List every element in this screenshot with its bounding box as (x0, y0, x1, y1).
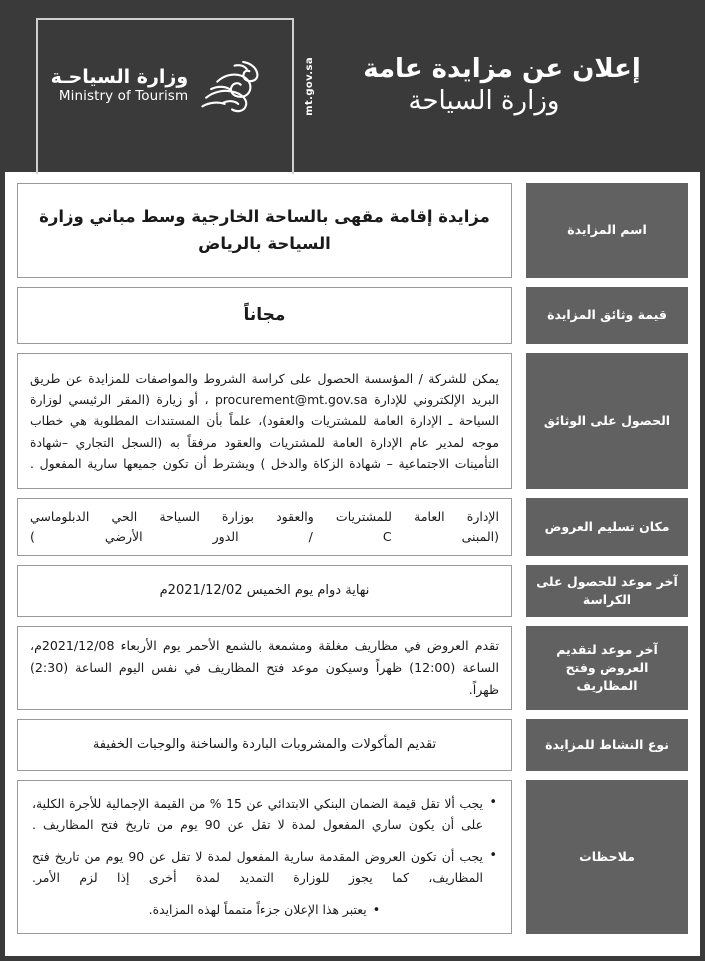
documents-price-text: مجاناً (243, 304, 286, 325)
table-row (17, 353, 688, 489)
table-row (17, 183, 688, 278)
notes-list (32, 793, 497, 922)
announcement-title-line1: إعلان عن مزايدة عامة (363, 53, 641, 84)
ministry-logo-text (51, 68, 189, 103)
row-label-delivery-place: مكان تسليم العروض (526, 498, 688, 556)
table-row (17, 565, 688, 617)
table-row (17, 287, 688, 344)
delivery-place-text (30, 507, 499, 547)
page-header (5, 0, 700, 172)
announcement-title-line2: وزارة السياحة (408, 86, 560, 117)
activity-type-text: تقديم المأكولات والمشروبات الباردة والساخنة والوجبات الخفيفة (92, 736, 437, 752)
auction-name-text: مزايدة إقامة مقهى بالساحة الخارجية وسط مباني وزارة السياحة بالرياض (39, 207, 490, 253)
table-row (17, 626, 688, 710)
ministry-name-english: Ministry of Tourism (58, 88, 189, 105)
row-value-notes (17, 780, 512, 933)
list-item: • يجب ألا تقل قيمة الضمان البنكي الابتدائي عن 15 % من القيمة الإجمالية للأجرة الكلية، على أن يكون ساري المفعول لمدة لا تقل عن 90 يوم من تاريخ فتح المظاريف . (32, 793, 497, 835)
row-value-auction-name (17, 183, 512, 278)
website-url-text: mt.gov.sa (303, 56, 315, 116)
row-label-auction-name: اسم المزايدة (526, 183, 688, 278)
table-row (17, 498, 688, 556)
tender-details-table (5, 172, 700, 944)
row-value-obtaining-documents (17, 353, 512, 489)
row-value-documents-price (17, 287, 512, 344)
row-label-notes: ملاحظات (526, 780, 688, 933)
row-value-activity-type (17, 719, 512, 771)
ministry-logo-frame (0, 0, 294, 172)
header-title-block (342, 53, 662, 119)
ministry-name-arabic: وزارة السياحـة (50, 66, 189, 89)
row-label-booklet-deadline: آخر موعد للحصول على الكراسة (526, 565, 688, 617)
table-row (17, 719, 688, 771)
row-value-booklet-deadline (17, 565, 512, 617)
obtaining-documents-text: يمكن للشركة / المؤسسة الحصول على كراسة الشروط والمواصفات للمزايدة عن طريق البريد الإلكتروني للإدارة procurement@mt.gov.sa ، أو زيارة (المقر الرئيسي لوزارة السياحة ـ الإدارة العامة للمشتريات والعقود)، علماً بأن المستندات المطلوبة هي خطاب موجه لمدير عام الإدارة العامة للمشتريات والعقود مرفقاً به (السجل التجاري –شهادة التأمينات الاجتماعية – شهادة الزكاة والدخل ) ويشترط أن تكون جميعها سارية المفعول . (30, 370, 499, 471)
table-row (17, 780, 688, 933)
row-label-obtaining-documents: الحصول على الوثائق (526, 353, 688, 489)
list-item: • يجب أن تكون العروض المقدمة سارية المفعول لمدة لا تقل عن 90 يوم من تاريخ فتح المظاريف، كما يجوز للوزارة التمديد لمدة أخرى إذا لزم الأمر. (32, 846, 497, 888)
row-label-documents-price: قيمة وثائق المزايدة (526, 287, 688, 344)
list-item: • يعتبر هذا الإعلان جزءاً متمماً لهذه المزايدة. (32, 899, 497, 922)
delivery-place-line2: (المبنى C / الدور الأرضي ) (30, 529, 499, 544)
tourism-calligraphy-icon (198, 57, 260, 115)
row-value-delivery-place (17, 498, 512, 556)
ministry-logo (51, 57, 261, 115)
submission-deadline-text: تقدم العروض في مظاريف مغلقة ومشمعة بالشمع الأحمر يوم الأربعاء 2021/12/08م، الساعة (12:00) ظهراً وسيكون موعد فتح المظاريف في نفس اليوم الساعة (2:30) ظهراً. (30, 638, 499, 698)
website-url-vertical (294, 0, 324, 172)
row-label-submission-deadline: آخر موعد لتقديم العروض وفتح المظاريف (526, 626, 688, 710)
row-value-submission-deadline (17, 626, 512, 710)
row-label-activity-type: نوع النشاط للمزايدة (526, 719, 688, 771)
delivery-place-line1: الإدارة العامة للمشتريات والعقود بوزارة السياحة الحي الدبلوماسي (30, 509, 499, 524)
booklet-deadline-text: نهاية دوام يوم الخميس 2021/12/02م (159, 582, 370, 598)
